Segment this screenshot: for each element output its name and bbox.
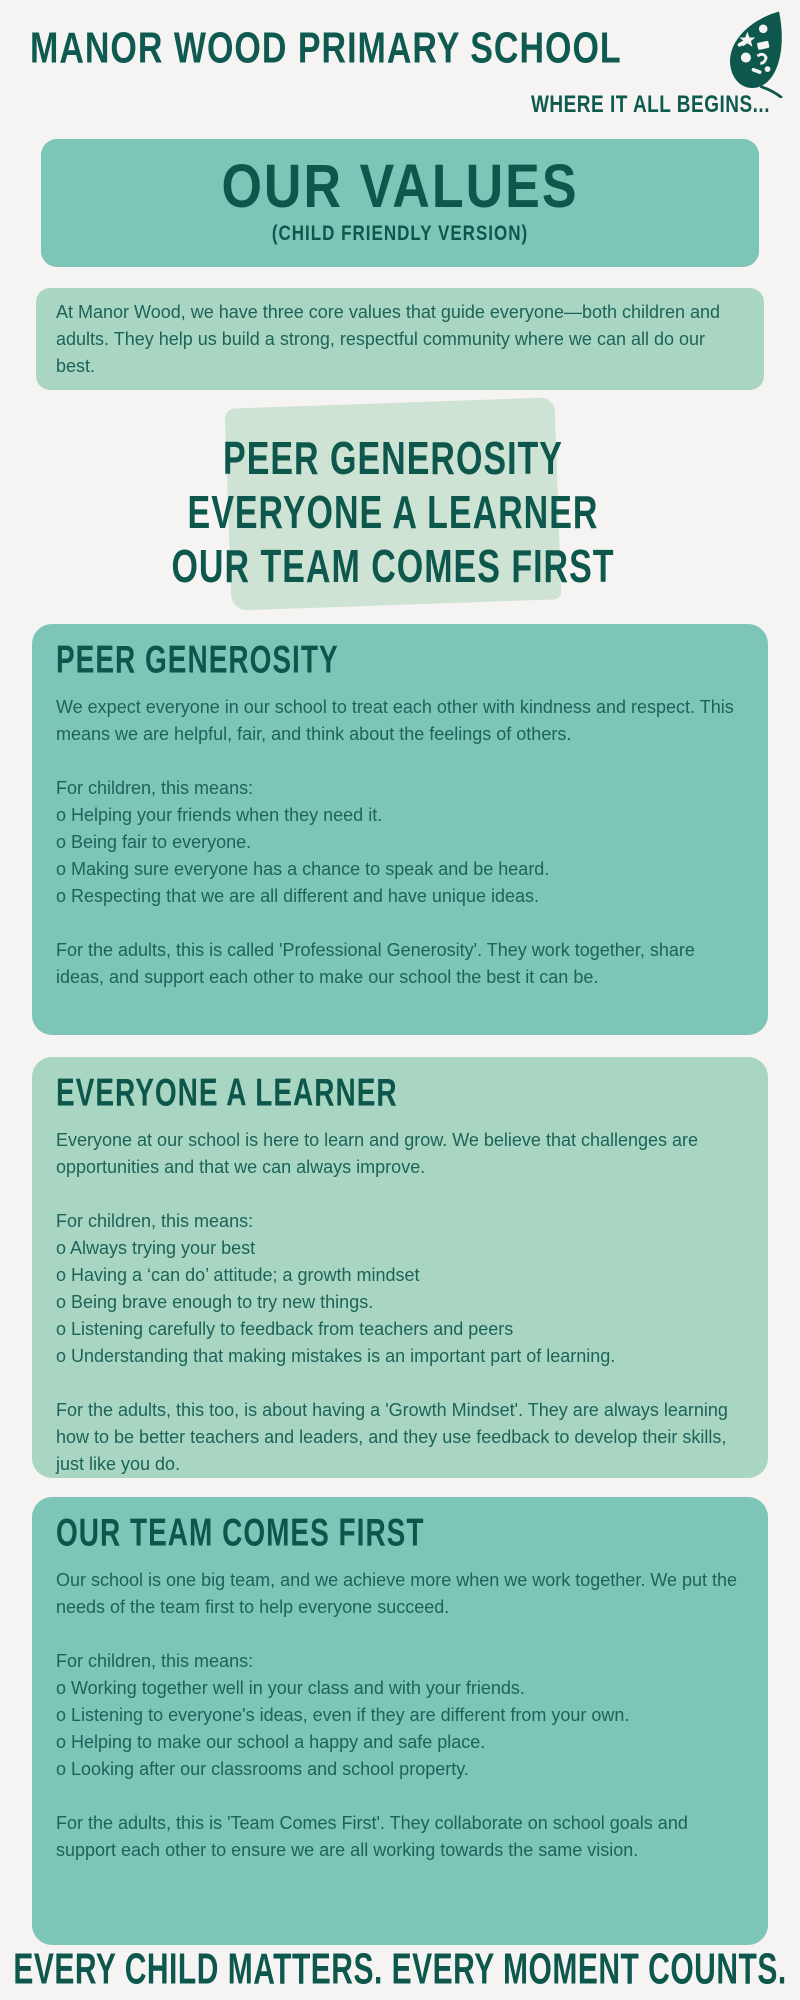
bullet-item: o Having a ‘can do’ attitude; a growth mindset xyxy=(56,1265,420,1285)
values-line-list xyxy=(0,400,786,594)
value-card-our-team-comes-first xyxy=(32,1497,768,1945)
bullet-item: o Being brave enough to try new things. xyxy=(56,1292,374,1312)
our-values-banner-card xyxy=(41,139,759,267)
card-title: OUR TEAM COMES FIRST xyxy=(56,1510,425,1554)
values-banner xyxy=(0,400,800,615)
card-body xyxy=(56,694,744,991)
bullet-item: o Making sure everyone has a chance to speak and be heard. xyxy=(56,859,550,879)
intro-card xyxy=(36,288,764,390)
card-paragraph: We expect everyone in our school to treat each other with kindness and respect. This means we are helpful, fair, and think about the feelings of others. xyxy=(56,697,734,744)
bullet-item: o Looking after our classrooms and school property. xyxy=(56,1759,469,1779)
bullet-list-lead: For children, this means: xyxy=(56,1651,254,1671)
card-bullet-list xyxy=(56,775,744,910)
value-card-everyone-a-learner xyxy=(32,1057,768,1478)
card-paragraph: Everyone at our school is here to learn and grow. We believe that challenges are opportunities and that we can always improve. xyxy=(56,1130,699,1177)
bullet-item: o Understanding that making mistakes is an important part of learning. xyxy=(56,1346,616,1366)
bullet-list-lead: For children, this means: xyxy=(56,778,254,798)
card-bullet-list xyxy=(56,1648,744,1783)
card-title: EVERYONE A LEARNER xyxy=(56,1070,398,1114)
card-paragraph: For the adults, this too, is about having a 'Growth Mindset'. They are always learning how to be better teachers and leaders, and they use feedback to develop their skills, just like you do. xyxy=(56,1400,728,1474)
values-banner-line: PEER GENEROSITY xyxy=(223,433,563,485)
card-bullet-list xyxy=(56,1208,744,1370)
card-body xyxy=(56,1567,744,1864)
bullet-item: o Listening to everyone's ideas, even if they are different from your own. xyxy=(56,1705,630,1725)
values-banner-line: EVERYONE A LEARNER xyxy=(187,487,599,539)
school-leaf-logo-icon xyxy=(720,10,792,98)
card-paragraph: For the adults, this is 'Team Comes First'. They collaborate on school goals and support each other to ensure we are all working towards the same vision. xyxy=(56,1813,688,1860)
intro-text: At Manor Wood, we have three core values that guide everyone—both children and adults. They help us build a strong, respectful community where we can all do our best. xyxy=(56,302,721,376)
values-banner-line: OUR TEAM COMES FIRST xyxy=(171,541,615,593)
card-paragraph: For the adults, this is called 'Professional Generosity'. They work together, share ideas, and support each other to make our school the best it can be. xyxy=(56,940,695,987)
card-paragraph: Our school is one big team, and we achieve more when we work together. We put the needs of the team first to help everyone succeed. xyxy=(56,1570,738,1617)
our-values-title: OUR VALUES xyxy=(221,152,579,221)
bullet-item: o Listening carefully to feedback from teachers and peers xyxy=(56,1319,514,1339)
bullet-item: o Respecting that we are all different and have unique ideas. xyxy=(56,886,539,906)
card-body xyxy=(56,1127,744,1478)
school-tagline: WHERE IT ALL BEGINS... xyxy=(530,92,770,119)
value-card-peer-generosity xyxy=(32,624,768,1035)
bullet-item: o Helping to make our school a happy and safe place. xyxy=(56,1732,486,1752)
bullet-list-lead: For children, this means: xyxy=(56,1211,254,1231)
bullet-item: o Working together well in your class and with your friends. xyxy=(56,1678,525,1698)
bullet-item: o Being fair to everyone. xyxy=(56,832,252,852)
our-values-subtitle: (CHILD FRIENDLY VERSION) xyxy=(271,221,529,245)
page-title: MANOR WOOD PRIMARY SCHOOL xyxy=(30,24,622,73)
card-title: PEER GENEROSITY xyxy=(56,637,339,681)
bullet-item: o Always trying your best xyxy=(56,1238,256,1258)
footer-motto: EVERY CHILD MATTERS. EVERY MOMENT COUNTS. xyxy=(13,1946,787,1994)
bullet-item: o Helping your friends when they need it. xyxy=(56,805,383,825)
